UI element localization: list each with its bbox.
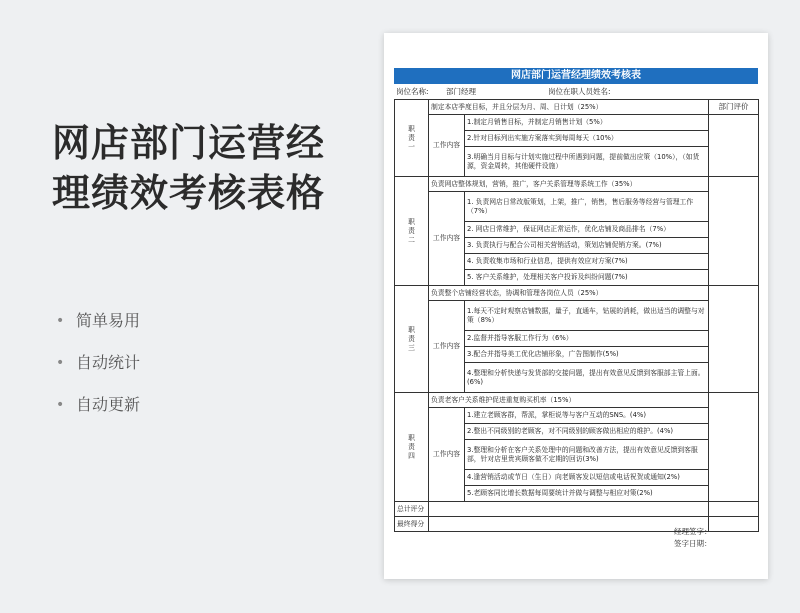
manager-sign-label: 经理签字：	[674, 527, 712, 536]
task-item: 3.整理和分析在客户关系处理中的问题和改善方法，提出有效意见反馈到客服部，针对店里贵宾顾客做不定期的回访(3%)	[465, 440, 709, 470]
task-item: 2.监督并指导客服工作行为（6%）	[465, 331, 709, 347]
position-value: 部门经理	[446, 87, 476, 96]
final-score-eval-cell	[709, 517, 759, 532]
feature-item: • 自动更新	[56, 394, 140, 436]
total-score-eval-cell	[709, 502, 759, 517]
feature-item: • 简单易用	[56, 310, 140, 352]
dept-eval-cell[interactable]	[709, 177, 759, 286]
assessment-table	[394, 99, 759, 532]
duty-char: 责	[408, 226, 415, 235]
staff-label: 岗位在职人员姓名:	[548, 87, 611, 96]
task-item: 5.老顾客同比增长数据每周要统计并做与调整与相应对策(2%)	[465, 486, 709, 502]
duty-char: 责	[408, 334, 415, 343]
form-meta	[394, 86, 758, 98]
task-item: 2.针对目标列出实施方案落实到每周每天（10%）	[465, 131, 709, 147]
task-item: 2. 网店日常维护，保证网店正常运作，优化店铺及商品排名（7%）	[465, 222, 709, 238]
duty-char: 责	[408, 442, 415, 451]
task-item: 4.逢营销活动或节日（生日）向老顾客发以短信或电话祝贺或通知(2%)	[465, 470, 709, 486]
work-content-label: 工作内容	[429, 115, 465, 177]
sign-date-label: 签字日期：	[674, 539, 712, 548]
form-title: 网店部门运营经理绩效考核表	[394, 68, 758, 84]
final-score-label: 最终得分	[395, 517, 429, 532]
section-heading: 制定本店季度目标，并且分层为月、周、日计划（25%）	[429, 100, 709, 115]
task-item: 4. 负责收集市场和行业信息，提供有效应对方案(7%)	[465, 254, 709, 270]
task-item: 2.整出不同级别的老顾客，对不同级别的顾客做出相应的维护。(4%)	[465, 424, 709, 440]
task-item: 3.配合并指导美工优化店铺形象，广告图制作(5%)	[465, 347, 709, 363]
work-content-label: 工作内容	[429, 192, 465, 286]
duty-label	[395, 177, 429, 286]
duty-char: 职	[408, 124, 415, 133]
duty-label	[395, 286, 429, 393]
task-item: 3. 负责执行与配合公司相关营销活动，策划店铺促销方案。(7%)	[465, 238, 709, 254]
dept-eval-label: 部门评价	[709, 100, 758, 115]
duty-char: 三	[408, 343, 415, 352]
duty-char: 一	[408, 142, 415, 151]
final-score-cell	[429, 517, 709, 532]
duty-char: 职	[408, 325, 415, 334]
duty-char: 职	[408, 217, 415, 226]
form-sheet	[384, 33, 768, 579]
dept-eval-cell[interactable]	[709, 286, 759, 393]
section-heading: 负责整个店铺经营状态，协调和管理各岗位人员（25%）	[429, 286, 709, 301]
headline-line-2: 理绩效考核表格	[52, 171, 326, 215]
task-item: 1.制定月销售目标，并制定月销售计划（5%）	[465, 115, 709, 131]
work-content-label: 工作内容	[429, 301, 465, 393]
feature-item: • 自动统计	[56, 352, 140, 394]
task-item: 3.明确当月目标与计划实施过程中所遇到问题，提前做出应策（10%），（如货源，资金周转，其他硬件设施）	[465, 147, 709, 177]
task-item: 1. 负责网店日常改版策划，上架，推广，销售，售后服务等经营与管理工作（7%）	[465, 192, 709, 222]
headline	[52, 118, 325, 218]
task-item: 1.建立老顾客群，帮派，掌柜说等与客户互动的SNS。(4%)	[465, 408, 709, 424]
task-item: 1.每天不定时观察店铺数据，量子，直通车，钻展的消耗，做出适当的调整与对策（8%）	[465, 301, 709, 331]
duty-char: 职	[408, 433, 415, 442]
position-label: 岗位名称:	[396, 87, 429, 96]
task-item: 5. 客户关系维护，处理相关客户投诉及纠纷问题(7%)	[465, 270, 709, 286]
dept-eval-header	[709, 100, 759, 177]
duty-char: 责	[408, 133, 415, 142]
total-score-cell	[429, 502, 709, 517]
task-item: 4.整理和分析快递与发货部的交接问题，提出有效意见反馈到客服部主管上面。(6%)	[465, 363, 709, 393]
feature-list	[56, 310, 140, 436]
duty-label	[395, 393, 429, 502]
headline-line-1: 网店部门运营经	[52, 121, 326, 165]
section-heading: 负责老客户关系维护促进重复购买机率（15%）	[429, 393, 709, 408]
duty-char: 四	[408, 451, 415, 460]
dept-eval-cell[interactable]	[709, 393, 759, 502]
total-score-label: 总计评分	[395, 502, 429, 517]
section-heading: 负责网店整体规划，营销，推广，客户关系管理等系统工作（35%）	[429, 177, 709, 192]
duty-char: 二	[408, 235, 415, 244]
work-content-label: 工作内容	[429, 408, 465, 502]
duty-label	[395, 100, 429, 177]
